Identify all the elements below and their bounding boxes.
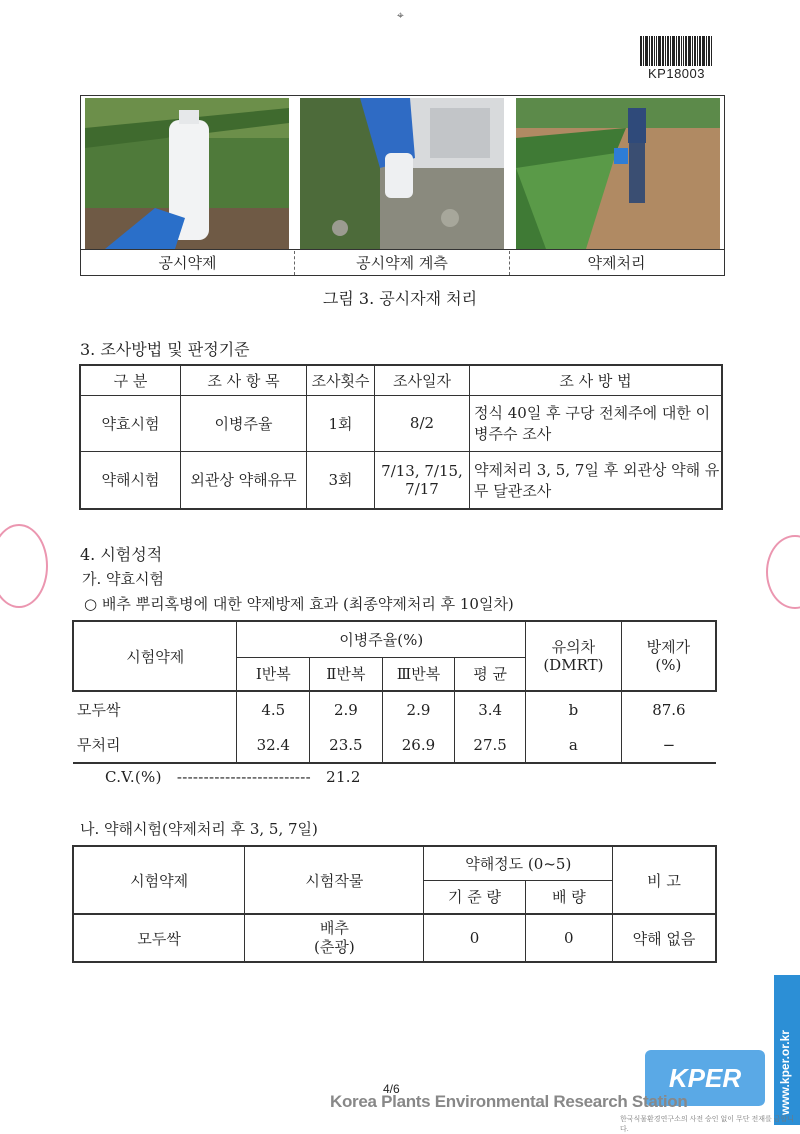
- cell: 2.9: [382, 691, 455, 727]
- cv-label: C.V.(%): [105, 768, 162, 786]
- caption-3: 약제처리: [587, 254, 646, 272]
- header-cell: Ⅰ반복: [237, 657, 310, 691]
- photo-test-agent: [85, 98, 289, 249]
- cv-value: 21.2: [326, 768, 361, 786]
- method-table: [79, 364, 723, 510]
- cell: 1회: [307, 395, 375, 451]
- copyright-notice: 한국식물환경연구소의 사전 승인 없이 무단 전재를 금합니다.: [620, 1116, 794, 1133]
- header-cell: 시험작물: [245, 846, 424, 914]
- side-url-strip: [774, 975, 800, 1125]
- header-cell: Ⅱ반복: [310, 657, 383, 691]
- cell: 8/2: [375, 395, 470, 451]
- cell: 약해 없음: [613, 914, 716, 962]
- subsection-a-heading: 가. 약효시험: [82, 570, 164, 588]
- cell: 26.9: [382, 727, 455, 763]
- figure-photos: [80, 95, 725, 276]
- header-cell: Ⅲ반복: [382, 657, 455, 691]
- table-row: [73, 691, 716, 727]
- cell: 23.5: [310, 727, 383, 763]
- table-row: [80, 451, 722, 509]
- table-row: [73, 727, 716, 763]
- page-number: 4/6: [383, 1082, 400, 1096]
- cell: 모두싹: [73, 691, 237, 727]
- cell: 무처리: [73, 727, 237, 763]
- cell: 약해시험: [80, 451, 181, 509]
- section-3-heading: 3. 조사방법 및 판정기준: [80, 340, 250, 359]
- cv-line: [105, 768, 361, 786]
- cell: 모두싹: [73, 914, 245, 962]
- header-cell: 비 고: [613, 846, 716, 914]
- side-url: www.kper.or.kr: [778, 1030, 792, 1115]
- table-row: [80, 395, 722, 451]
- cell: 배추 (춘광): [245, 914, 424, 962]
- caption-divider: [81, 249, 724, 250]
- barcode: [640, 36, 728, 66]
- cell: 외관상 약해유무: [181, 451, 307, 509]
- header-cell: 시험약제: [73, 846, 245, 914]
- cell: −: [621, 727, 716, 763]
- photo-agent-treatment: [516, 98, 720, 249]
- caption-2: 공시약제 계측: [295, 251, 510, 275]
- cell: 87.6: [621, 691, 716, 727]
- header-cell: 평 균: [455, 657, 526, 691]
- cell: 7/13, 7/15, 7/17: [375, 451, 470, 509]
- caption-1: 공시약제: [81, 251, 295, 275]
- registration-mark: ⌖: [397, 8, 404, 22]
- stamp-left: [0, 524, 48, 608]
- cell: b: [525, 691, 621, 727]
- cell: 3회: [307, 451, 375, 509]
- table-row: [73, 914, 716, 962]
- cell: 약효시험: [80, 395, 181, 451]
- header-cell: 방제가 (%): [621, 621, 716, 691]
- cell: 27.5: [455, 727, 526, 763]
- efficacy-table: [72, 620, 717, 764]
- cell: 4.5: [237, 691, 310, 727]
- cell: 3.4: [455, 691, 526, 727]
- header-cell: 유의차 (DMRT): [525, 621, 621, 691]
- cv-dashes: -------------------------: [176, 768, 312, 786]
- phytotoxicity-table: [72, 845, 717, 963]
- cell: 32.4: [237, 727, 310, 763]
- organization-name: Korea Plants Environmental Research Station: [330, 1092, 688, 1111]
- barcode-text: KP18003: [648, 66, 705, 81]
- figure-title: 그림 3. 공시자재 처리: [322, 289, 478, 308]
- cell: 0: [525, 914, 612, 962]
- header-cell: 시험약제: [73, 621, 237, 691]
- section-4-heading: 4. 시험성적: [80, 545, 163, 564]
- cell: 0: [424, 914, 525, 962]
- subsection-a-item: ○ 배추 뿌리혹병에 대한 약제방제 효과 (최종약제처리 후 10일차): [84, 595, 514, 613]
- cell: 정식 40일 후 구당 전체주에 대한 이병주수 조사: [470, 395, 723, 451]
- header-cell: 조사횟수: [307, 365, 375, 395]
- cell: 약제처리 3, 5, 7일 후 외관상 약해 유무 달관조사: [470, 451, 723, 509]
- stamp-right: [766, 535, 800, 609]
- header-cell: 조사일자: [375, 365, 470, 395]
- header-cell: 기 준 량: [424, 880, 525, 914]
- header-cell: 이병주율(%): [237, 621, 526, 657]
- kper-logo: KPER: [645, 1050, 765, 1106]
- photo-agent-measuring: [300, 98, 504, 249]
- cell: a: [525, 727, 621, 763]
- cell: 2.9: [310, 691, 383, 727]
- subsection-b-heading: 나. 약해시험(약제처리 후 3, 5, 7일): [80, 820, 318, 838]
- header-cell: 배 량: [525, 880, 612, 914]
- header-cell: 구 분: [80, 365, 181, 395]
- cell: 이병주율: [181, 395, 307, 451]
- header-cell: 조 사 항 목: [181, 365, 307, 395]
- table-header-row: [80, 365, 722, 395]
- header-cell: 조 사 방 법: [470, 365, 723, 395]
- header-cell: 약해정도 (0~5): [424, 846, 613, 880]
